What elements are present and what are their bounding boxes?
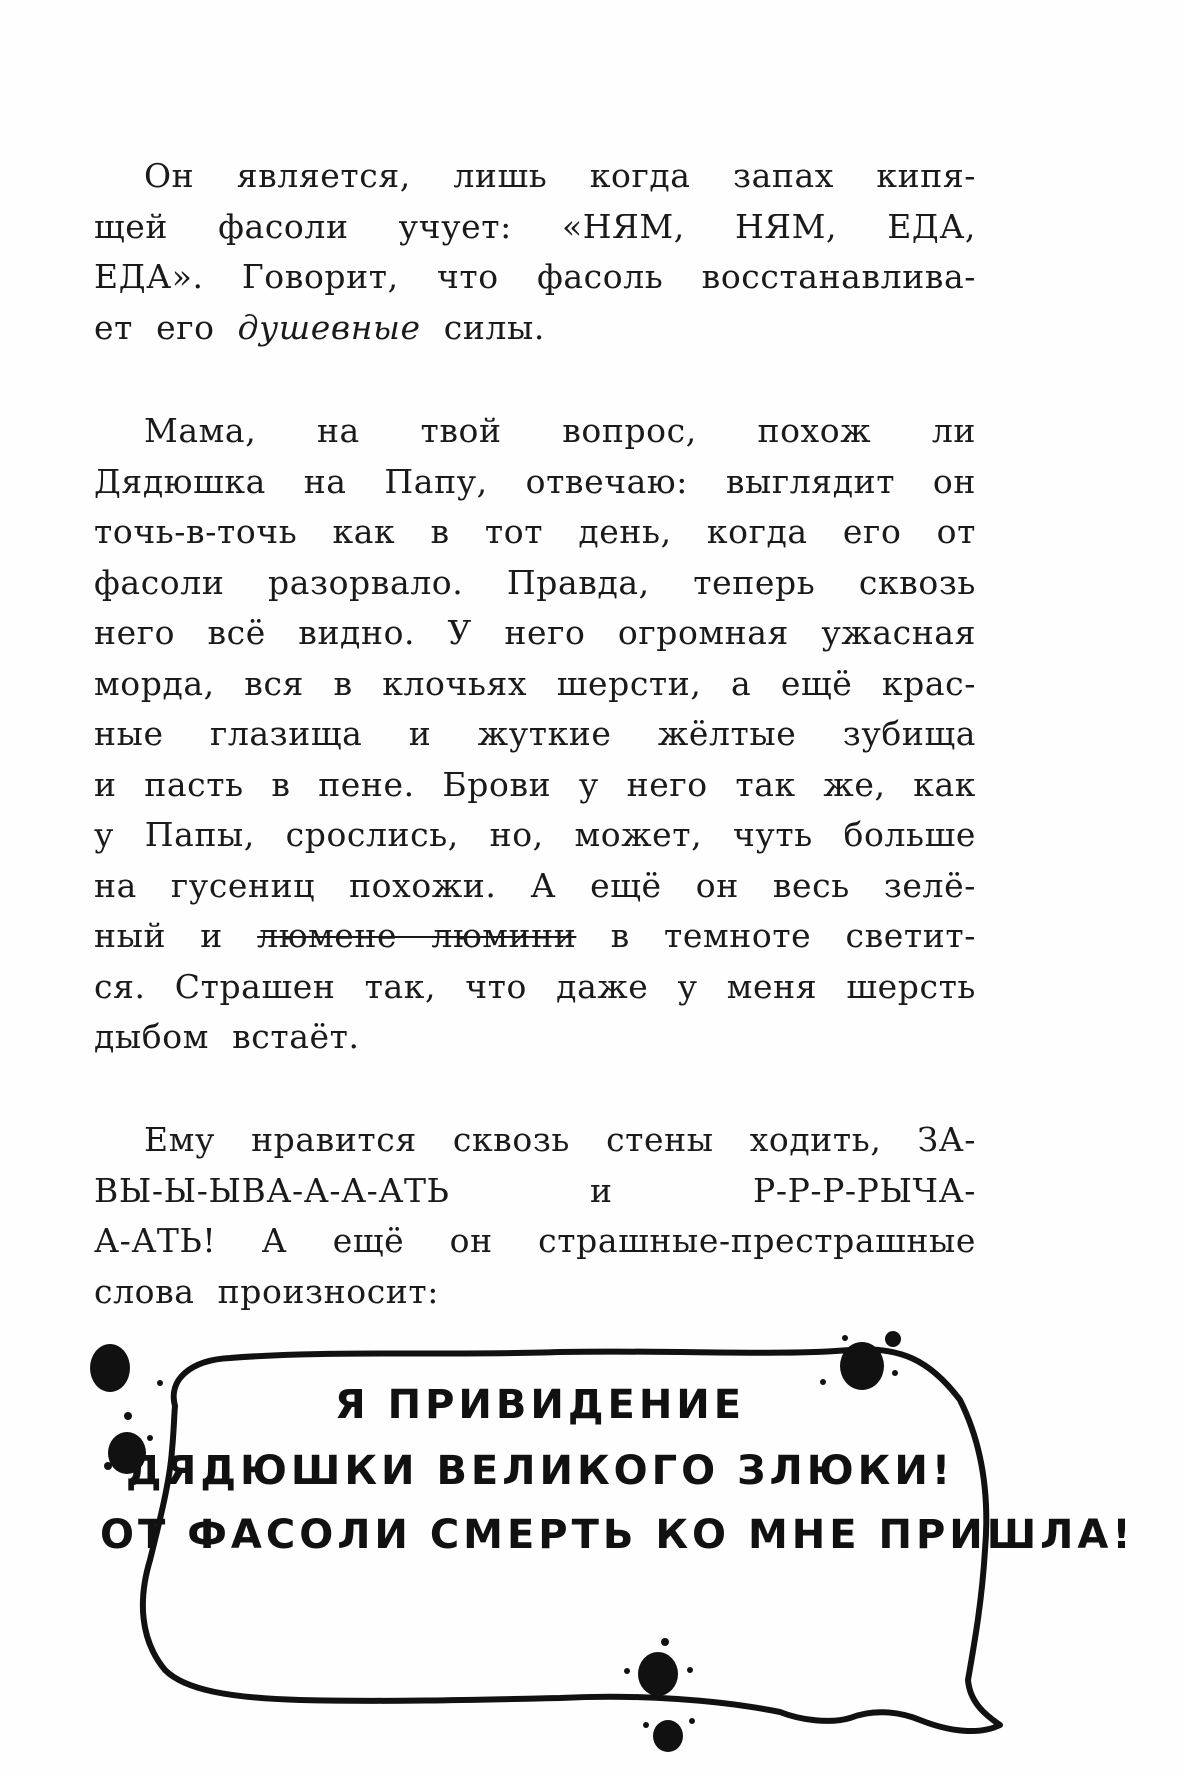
bubble-line-3: ОТ ФАСОЛИ СМЕРТЬ КО МНЕ ПРИШЛА! bbox=[100, 1512, 1135, 1558]
text-line: у Папы, срослись, но, может, чуть больше bbox=[94, 815, 976, 854]
text-line: ные глазища и жуткие жёлтые зубища bbox=[94, 714, 976, 753]
ink-drop bbox=[842, 1335, 848, 1341]
text-fragment: силы. bbox=[420, 307, 545, 347]
text-line: и пасть в пене. Брови у него так же, как bbox=[94, 764, 976, 804]
paragraph-2 bbox=[94, 406, 976, 1063]
ink-drop bbox=[643, 1722, 649, 1728]
text-line bbox=[94, 303, 976, 354]
paragraph-3 bbox=[94, 1115, 976, 1317]
text-fragment: ет его bbox=[94, 307, 238, 347]
ink-blot bbox=[653, 1720, 683, 1752]
ink-drop bbox=[687, 1667, 693, 1673]
text-line: Ему нравится сквозь стены ходить, ЗА- bbox=[144, 1120, 976, 1159]
text-fragment: ный и bbox=[94, 916, 258, 955]
text-line: ся. Страшен так, что даже у меня шерсть bbox=[94, 966, 976, 1006]
text-line: дыбом встаёт. bbox=[94, 1017, 360, 1056]
ink-drop bbox=[624, 1668, 630, 1674]
italic-word: душевные bbox=[237, 307, 421, 347]
ink-drop bbox=[147, 1435, 153, 1441]
text-line: Мама, на твой вопрос, похож ли bbox=[144, 411, 976, 450]
text-line: слова произносит: bbox=[94, 1271, 439, 1311]
text-line bbox=[94, 911, 976, 962]
ink-drop bbox=[892, 1370, 898, 1376]
text-line: точь-в-точь как в тот день, когда его от bbox=[94, 512, 976, 551]
ink-drop bbox=[661, 1638, 669, 1646]
bubble-line-1: Я ПРИВИДЕНИЕ bbox=[334, 1382, 746, 1428]
ink-drop bbox=[689, 1718, 695, 1724]
text-line: Он является, лишь когда запах кипя- bbox=[144, 156, 976, 195]
ink-blot bbox=[638, 1652, 678, 1696]
struck-out-text: люмене люмини bbox=[257, 916, 577, 955]
paragraph-1 bbox=[94, 151, 976, 353]
text-line: ЕДА». Говорит, что фасоль восстанавлива- bbox=[94, 257, 976, 296]
ink-drop bbox=[885, 1331, 901, 1347]
text-line: на гусениц похожи. А ещё он весь зелё- bbox=[94, 865, 976, 905]
text-line: ВЫ-Ы-ЫВА-А-А-АТЬ и Р-Р-Р-РЫЧА- bbox=[94, 1170, 976, 1210]
bubble-line-2: ДЯДЮШКИ ВЕЛИКОГО ЗЛЮКИ! bbox=[125, 1448, 955, 1494]
text-line: фасоли разорвало. Правда, теперь сквозь bbox=[94, 562, 976, 602]
text-line: морда, вся в клочьях шерсти, а ещё крас- bbox=[94, 663, 976, 703]
text-line: Дядюшка на Папу, отвечаю: выглядит он bbox=[94, 461, 976, 501]
text-line: А-АТЬ! А ещё он страшные-престрашные bbox=[94, 1221, 976, 1260]
text-line: него всё видно. У него огромная ужасная bbox=[94, 613, 976, 652]
text-line: щей фасоли учует: «НЯМ, НЯМ, ЕДА, bbox=[94, 206, 976, 246]
text-fragment: в темноте светит- bbox=[576, 916, 976, 955]
speech-bubble bbox=[0, 1320, 1183, 1771]
